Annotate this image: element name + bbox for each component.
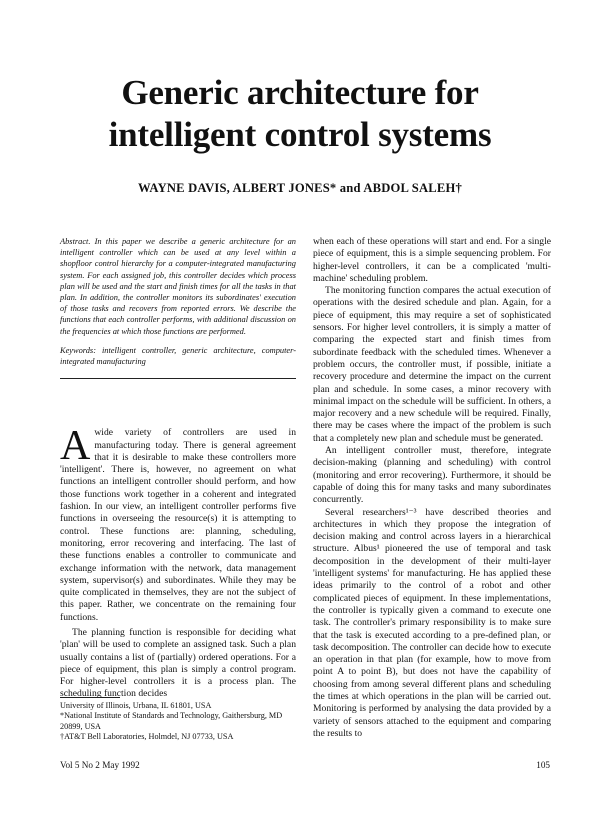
right-paragraph-3: Several researchers¹⁻³ have described theories and architectures in which they propose the integration of decision making and control across layers in a hierarchical structure. Albus¹ pioneered the use of temporal and task decomposition in the development of their multi-layer 'intelligent systems' for manufacturing. He has applied these ideas primarily to the control of a robot and other complicated pieces of equipment. In these implementations, the controller is typically given a command to execute one task. The controller's primary responsibility is to make sure that the task is executed according to a pre-defined plan, or task decomposition. The controller can decide how to execute an operation in that plan (for example, how to move from point A to point B), but does not have the capability of choosing from among several different plans and scheduling the times at which operations in the plan will be carried out. Monitoring is performed by analysing the data provided by a variety of sensors attached to the equipment and comparing the results to	[313, 506, 551, 739]
title-line-1: Generic architecture for	[121, 73, 479, 112]
right-column	[313, 236, 551, 740]
keywords: Keywords: intelligent controller, generic architecture, computer-integrated manufacturing	[60, 345, 296, 367]
abstract: Abstract. In this paper we describe a generic architecture for an intelligent controller which can be used at any level within a shopfloor control hierarchy for a computer-integrated manufacturing system. For each assigned job, this controller decides which process plan will be used and the start and finish times for all the tasks in that plan. In addition, the controller monitors its subordinates' execution of those tasks and recovers from reported errors. We describe the functions that each controller performs, with additional discussion on the frequencies at which those functions are performed.	[60, 237, 296, 336]
right-paragraph-1: The monitoring function compares the actual execution of operations with the desired schedule and plan. Again, for a piece of equipment, this may require a set of sophisticated sensors. For higher level controllers, it is simply a matter of comparing the expected start and finish times from subordinate feedback with the scheduled times. Whenever a problem occurs, the controller must, if possible, initiate a recovery procedure and determine the impact on the current plan and schedule. In some cases, a minor recovery with minimal impact on the schedule will be sufficient. In others, a major recovery and a new schedule will be required. Finally, there may be cases where the impact of the problem is such that a completely new plan and schedule must be generated.	[313, 285, 551, 444]
dropcap: A	[60, 423, 91, 470]
journal-issue: Vol 5 No 2 May 1992	[60, 760, 140, 770]
authors: WAYNE DAVIS, ALBERT JONES* and ABDOL SALEH†	[138, 181, 462, 195]
intro-paragraph	[60, 423, 296, 624]
abstract-divider	[60, 378, 296, 379]
right-paragraph-2: An intelligent controller must, therefore, integrate decision-making (planning and scheduling) with control (monitoring and error recovering). Furthermore, it should be capable of doing this for many tasks and many subordinates concurrently.	[313, 445, 551, 506]
footnote: †AT&T Bell Laboratories, Holmdel, NJ 07733, USA	[60, 732, 234, 742]
footnotes	[60, 697, 296, 743]
footnote: *National Institute of Standards and Technology, Gaithersburg, MD 20899, USA	[60, 711, 283, 731]
intro-paragraph-text: wide variety of controllers are used in manufacturing today. There is general agreement that it is desirable to make these controllers more 'intelligent'. There is, however, no agreement on what functions an intelligent controller should perform, and how those functions work together in a coherent and integrated fashion. In our view, an intelligent controller performs five functions in overseeing the resource(s) it is attempting to control. These functions are: planning, scheduling, monitoring, error recovering and interfacing. The last of these functions enables a controller to communicate and exchange information with the network, data management system, supervisor(s) and subordinates. While they may be quite complicated in themselves, they are not the subject of this paper. Rather, we concentrate on the remaining four functions.	[60, 427, 296, 623]
left-column	[60, 236, 296, 701]
paper-title	[0, 72, 600, 156]
footnote: University of Illinois, Urbana, IL 61801, USA	[60, 701, 212, 710]
footnote-rule	[60, 697, 120, 698]
planning-paragraph: The planning function is responsible for deciding what 'plan' will be used to complete an assigned task. Such a plan usually contains a list of (partially) ordered operations. For a piece of equipment, this plan is simply a control program. For higher-level controllers it is a process plan. The scheduling function decides	[60, 626, 296, 700]
right-paragraph-0: when each of these operations will start and end. For a single piece of equipment, this is a simple sequencing problem. For higher-level controllers, it can be a complicated 'multi-machine' scheduling problem.	[313, 236, 551, 284]
page-number: 105	[536, 760, 550, 770]
title-line-2: intelligent control systems	[108, 115, 492, 154]
